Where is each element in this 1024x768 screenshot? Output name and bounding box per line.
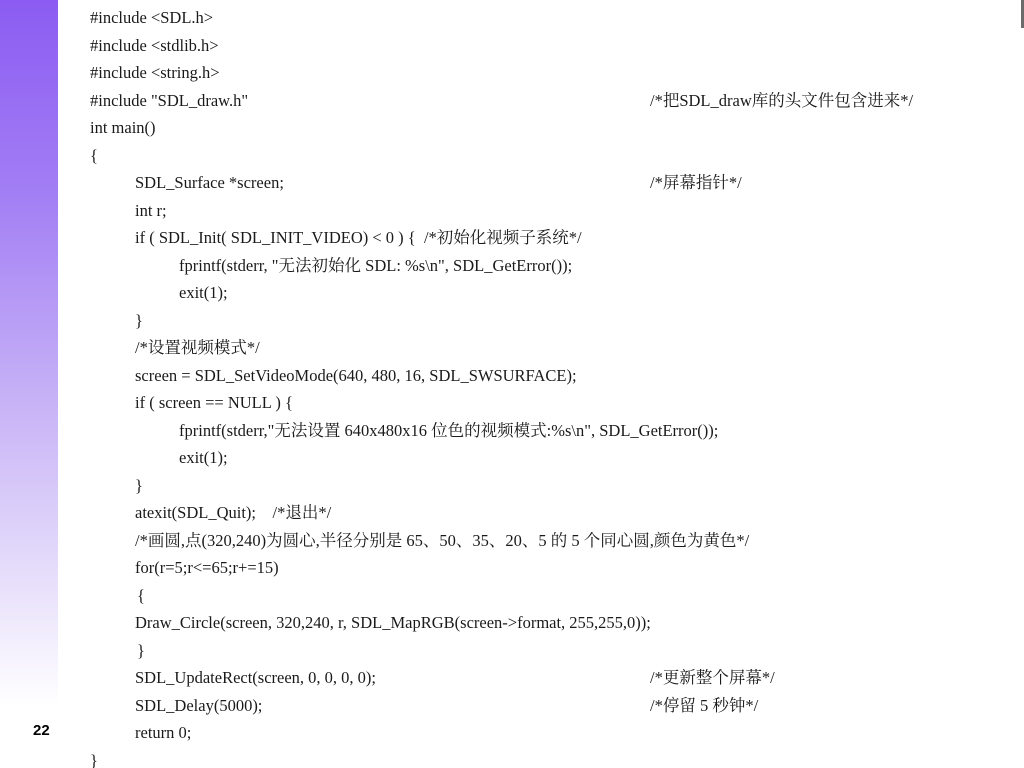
code-line <box>90 747 1020 768</box>
code-line-text: #include <string.h> <box>90 63 220 82</box>
code-line-text: { <box>90 145 98 165</box>
code-line <box>90 169 1020 197</box>
code-line <box>90 197 1020 225</box>
code-line <box>90 252 1020 280</box>
code-line <box>90 582 1020 610</box>
code-line-text: Draw_Circle(screen, 320,240, r, SDL_MapRGB(screen->format, 255,255,0)); <box>135 613 651 632</box>
code-line <box>90 499 1020 527</box>
code-line-text: atexit(SDL_Quit); /*退出*/ <box>135 503 332 522</box>
code-line-text: { <box>137 585 145 605</box>
code-line-text: } <box>90 750 98 768</box>
code-line <box>90 719 1020 747</box>
code-line <box>90 637 1020 665</box>
code-line-text: exit(1); <box>179 448 228 467</box>
code-line-text: exit(1); <box>179 283 228 302</box>
code-line <box>90 554 1020 582</box>
code-line <box>90 417 1020 445</box>
code-line-text: SDL_UpdateRect(screen, 0, 0, 0, 0); <box>135 668 377 687</box>
slide-accent-bar <box>0 0 58 768</box>
code-line <box>90 307 1020 335</box>
code-line <box>90 692 1020 720</box>
code-line-text: #include <SDL.h> <box>90 8 214 27</box>
code-comment: /*停留 5 秒钟*/ <box>650 695 759 715</box>
page-number: 22 <box>33 722 50 739</box>
code-line-text: } <box>137 640 145 660</box>
code-line <box>90 444 1020 472</box>
code-line <box>90 389 1020 417</box>
code-line <box>90 609 1020 637</box>
code-line-text: } <box>135 475 143 495</box>
code-line <box>90 472 1020 500</box>
code-line-text: for(r=5;r<=65;r+=15) <box>135 558 279 577</box>
code-line <box>90 4 1020 32</box>
code-line <box>90 279 1020 307</box>
code-comment: /*屏幕指针*/ <box>650 173 742 192</box>
code-line-text: if ( screen == NULL ) { <box>135 393 293 412</box>
code-line-text: #include <stdlib.h> <box>90 35 219 55</box>
code-line-text: if ( SDL_Init( SDL_INIT_VIDEO) < 0 ) { /*初始化视频子系统*/ <box>135 228 582 247</box>
code-line-text: /*画圆,点(320,240)为圆心,半径分别是 65、50、35、20、5 的 5 个同心圆,颜色为黄色*/ <box>135 530 750 550</box>
code-line <box>90 362 1020 390</box>
code-line-text: fprintf(stderr, "无法初始化 SDL: %s\n", SDL_GetError()); <box>179 255 573 275</box>
code-line-text: fprintf(stderr,"无法设置 640x480x16 位色的视频模式:%s\n", SDL_GetError()); <box>179 420 719 440</box>
code-line-text: SDL_Delay(5000); <box>135 695 263 715</box>
code-line <box>90 224 1020 252</box>
code-line <box>90 527 1020 555</box>
code-line <box>90 59 1020 87</box>
code-line-text: int r; <box>135 200 167 220</box>
code-line <box>90 142 1020 170</box>
code-line <box>90 664 1020 692</box>
code-line-text: } <box>135 310 143 330</box>
code-line <box>90 334 1020 362</box>
code-line-text: int main() <box>90 118 156 137</box>
code-listing <box>90 4 1020 768</box>
code-line-text: /*设置视频模式*/ <box>135 338 260 357</box>
code-line-text: #include "SDL_draw.h" <box>90 90 249 110</box>
code-line-text: return 0; <box>135 723 192 742</box>
code-comment: /*更新整个屏幕*/ <box>650 668 775 687</box>
code-line <box>90 87 1020 115</box>
code-line-text: SDL_Surface *screen; <box>135 173 284 192</box>
code-line-text: screen = SDL_SetVideoMode(640, 480, 16, SDL_SWSURFACE); <box>135 365 577 385</box>
code-line <box>90 32 1020 60</box>
code-comment: /*把SDL_draw库的头文件包含进来*/ <box>650 90 914 110</box>
code-line <box>90 114 1020 142</box>
